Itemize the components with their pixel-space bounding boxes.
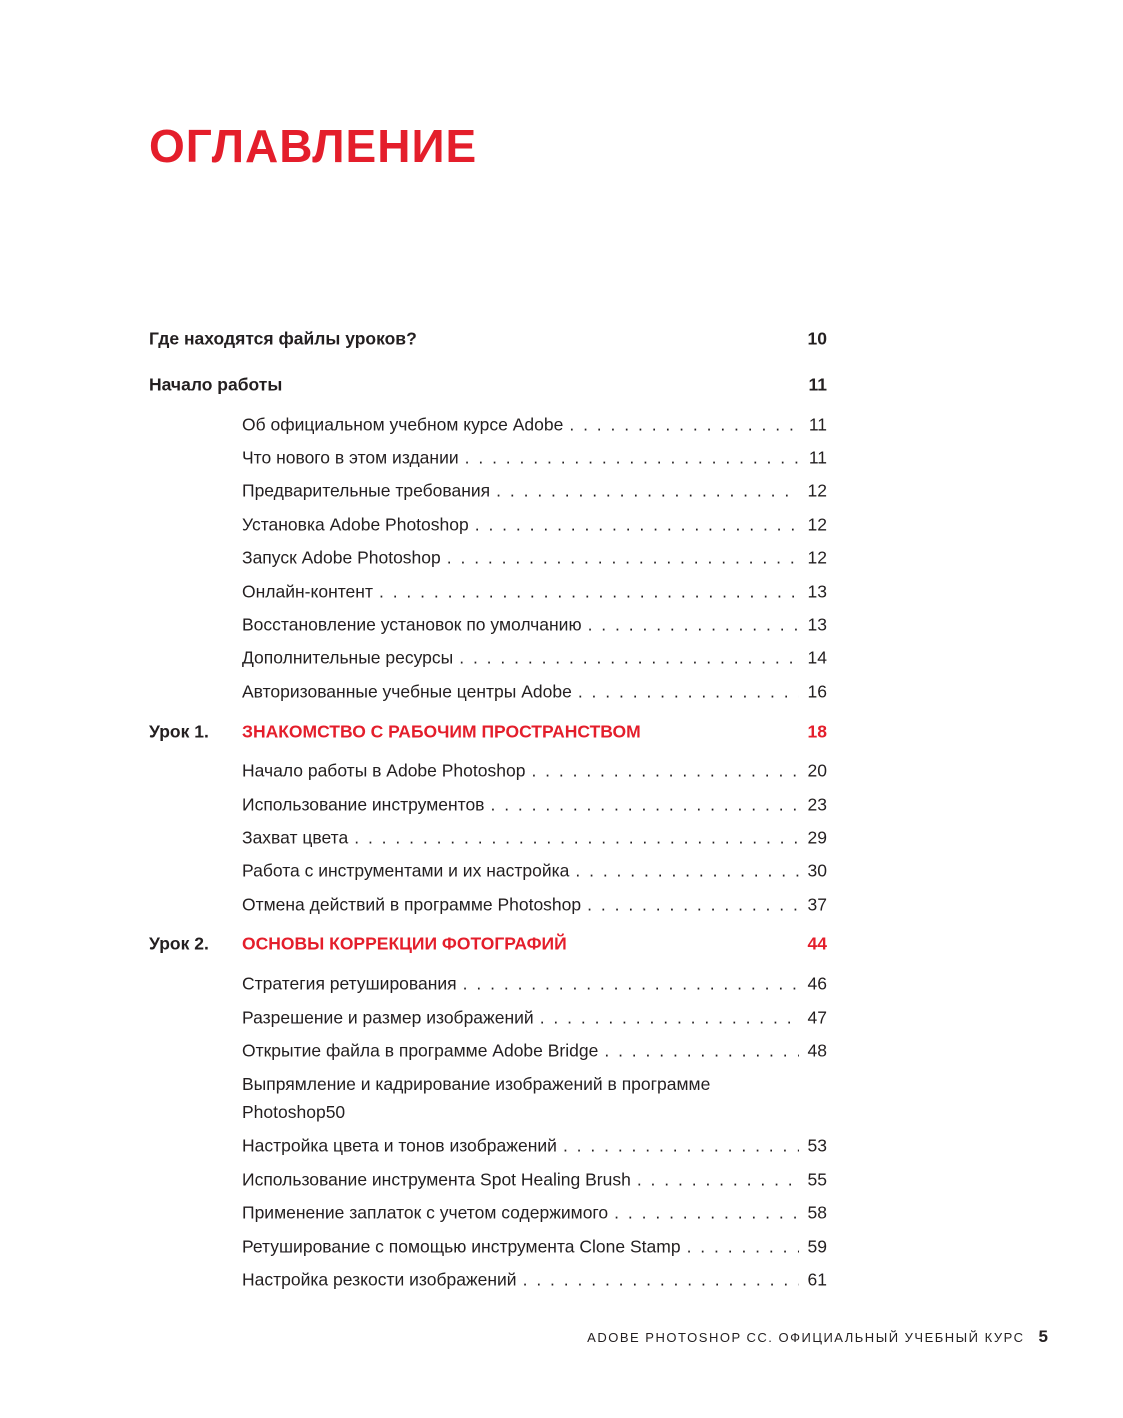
toc-entry[interactable] bbox=[149, 1163, 827, 1196]
section-page: 11 bbox=[808, 374, 827, 395]
lesson-page: 44 bbox=[807, 933, 827, 954]
dot-leader bbox=[578, 681, 799, 702]
toc-entry[interactable] bbox=[149, 1034, 827, 1067]
lesson-title: ОСНОВЫ КОРРЕКЦИИ ФОТОГРАФИЙ bbox=[242, 933, 567, 954]
toc-entry[interactable] bbox=[149, 888, 827, 921]
toc-entry-line bbox=[242, 761, 827, 782]
toc-entry-page: 14 bbox=[807, 647, 827, 668]
toc-entry-line bbox=[242, 481, 827, 502]
dot-leader bbox=[540, 1007, 799, 1028]
toc-entry-label: Авторизованные учебные центры Adobe bbox=[242, 681, 572, 702]
toc-entry-label: Применение заплаток с учетом содержимого bbox=[242, 1202, 609, 1223]
toc-entry[interactable] bbox=[149, 1196, 827, 1229]
dot-leader bbox=[531, 761, 799, 782]
dot-leader bbox=[614, 1203, 799, 1224]
dot-leader bbox=[465, 448, 799, 469]
toc-entry[interactable] bbox=[149, 642, 827, 675]
toc-entry-label: Восстановление установок по умолчанию bbox=[242, 614, 582, 635]
running-footer bbox=[587, 1327, 1048, 1347]
toc-entry[interactable] bbox=[149, 608, 827, 641]
toc-entry-line bbox=[242, 615, 827, 636]
toc-entry[interactable] bbox=[149, 1230, 827, 1263]
toc-entry-page: 61 bbox=[807, 1269, 827, 1290]
toc-entry-line bbox=[242, 1269, 827, 1290]
toc-entry-line bbox=[242, 794, 827, 815]
dot-leader bbox=[379, 581, 799, 602]
dot-leader bbox=[588, 615, 799, 636]
toc-entry[interactable] bbox=[149, 788, 827, 821]
toc-entry-page: 46 bbox=[807, 973, 827, 994]
section-title: Начало работы bbox=[149, 374, 283, 395]
footer-title: ADOBE PHOTOSHOP CC. ОФИЦИАЛЬНЫЙ УЧЕБНЫЙ КУРС bbox=[587, 1330, 1025, 1345]
toc-entry-label: Начало работы в Adobe Photoshop bbox=[242, 760, 526, 781]
lesson-title: ЗНАКОМСТВО С РАБОЧИМ ПРОСТРАНСТВОМ bbox=[242, 721, 641, 742]
toc-entry[interactable] bbox=[149, 1130, 827, 1163]
dot-leader bbox=[447, 548, 799, 569]
lesson-page: 18 bbox=[807, 721, 827, 742]
toc-entry-page: 16 bbox=[807, 681, 827, 702]
toc-entry-page: 48 bbox=[807, 1040, 827, 1061]
toc-entry-page: 55 bbox=[807, 1169, 827, 1190]
dot-leader bbox=[459, 648, 799, 669]
toc-entry-page: 53 bbox=[807, 1135, 827, 1156]
toc-entry[interactable] bbox=[149, 1001, 827, 1034]
toc-entry-line bbox=[242, 1203, 827, 1224]
lesson-heading[interactable] bbox=[149, 921, 827, 967]
dot-leader bbox=[687, 1236, 799, 1257]
toc-entry[interactable] bbox=[149, 408, 827, 441]
toc-entry-page: 12 bbox=[807, 547, 827, 568]
toc-entry-line bbox=[242, 448, 827, 469]
toc-entry-page: 20 bbox=[807, 760, 827, 781]
lesson-heading[interactable] bbox=[149, 709, 827, 755]
toc-entry-line bbox=[242, 1102, 827, 1123]
toc-entry-line bbox=[242, 861, 827, 882]
toc-entry-line bbox=[242, 581, 827, 602]
toc-entry-page: 12 bbox=[807, 480, 827, 501]
toc-entry[interactable] bbox=[149, 1263, 827, 1296]
toc-entry-page: 47 bbox=[807, 1007, 827, 1028]
toc-entry-label: Ретуширование с помощью инструмента Clone Stamp bbox=[242, 1236, 681, 1256]
toc-entry-line bbox=[242, 1236, 827, 1257]
toc-entry-label: Настройка резкости изображений bbox=[242, 1269, 517, 1290]
toc-entry-line bbox=[242, 1136, 827, 1157]
toc-entry-page: 59 bbox=[807, 1236, 827, 1256]
toc-entry[interactable] bbox=[149, 475, 827, 508]
section-title: Где находятся файлы уроков? bbox=[149, 328, 417, 349]
dot-leader bbox=[569, 414, 799, 435]
toc-section-heading[interactable] bbox=[149, 316, 827, 362]
toc-entry-line bbox=[242, 648, 827, 669]
dot-leader bbox=[604, 1040, 799, 1061]
toc-entry-page: 11 bbox=[808, 414, 827, 435]
toc-entry-page: 29 bbox=[807, 827, 827, 848]
lesson-number: Урок 1. bbox=[149, 721, 209, 742]
toc-entry-label: Захват цвета bbox=[242, 827, 349, 848]
toc-entry-page: 50 bbox=[325, 1101, 346, 1122]
toc-entry-line bbox=[242, 1040, 827, 1061]
toc-entry-page: 37 bbox=[807, 894, 827, 915]
toc-entry-page: 11 bbox=[808, 447, 827, 468]
toc-entry-label: Об официальном учебном курсе Adobe bbox=[242, 414, 564, 435]
toc-entry-label: Открытие файла в программе Adobe Bridge bbox=[242, 1040, 599, 1061]
toc-entry-label: Предварительные требования bbox=[242, 480, 491, 501]
section-page: 10 bbox=[807, 328, 827, 349]
toc-entry-line bbox=[242, 1169, 827, 1190]
toc-entry-line bbox=[242, 827, 827, 848]
toc-entry-label: Стратегия ретуширования bbox=[242, 973, 457, 994]
toc-entry[interactable] bbox=[149, 967, 827, 1000]
toc-entry-page: 12 bbox=[807, 514, 827, 535]
toc-entry-line bbox=[242, 414, 827, 435]
toc-section-heading[interactable] bbox=[149, 362, 827, 408]
dot-leader bbox=[354, 827, 799, 848]
dot-leader bbox=[496, 481, 799, 502]
toc-entry-line bbox=[242, 548, 827, 569]
dot-leader bbox=[575, 861, 799, 882]
table-of-contents bbox=[149, 316, 827, 1297]
toc-entry-label: Использование инструментов bbox=[242, 794, 485, 815]
toc-entry[interactable] bbox=[149, 821, 827, 854]
toc-entry[interactable] bbox=[149, 508, 827, 541]
toc-entry-label: Запуск Adobe Photoshop bbox=[242, 547, 441, 568]
toc-entry[interactable] bbox=[149, 542, 827, 575]
page-title: ОГЛАВЛЕНИЕ bbox=[149, 120, 478, 172]
toc-entry[interactable] bbox=[149, 675, 827, 708]
footer-page-number: 5 bbox=[1038, 1327, 1048, 1346]
toc-entry-page: 13 bbox=[807, 614, 827, 635]
toc-entry-label: Дополнительные ресурсы bbox=[242, 647, 454, 668]
dot-leader bbox=[563, 1136, 799, 1157]
toc-entry-label-cont: Photoshop bbox=[242, 1101, 326, 1122]
toc-entry-page: 13 bbox=[807, 581, 827, 602]
toc-entry-page: 23 bbox=[807, 794, 827, 815]
toc-entry-label: Выпрямление и кадрирование изображений в программе bbox=[242, 1073, 711, 1094]
dot-leader bbox=[475, 514, 799, 535]
toc-entry-label: Отмена действий в программе Photoshop bbox=[242, 894, 582, 915]
toc-entry[interactable] bbox=[149, 441, 827, 474]
toc-entry-label: Установка Adobe Photoshop bbox=[242, 514, 469, 535]
toc-entry-line bbox=[242, 894, 827, 915]
lesson-number: Урок 2. bbox=[149, 933, 209, 954]
toc-entry-line bbox=[242, 514, 827, 535]
toc-entry-label: Использование инструмента Spot Healing Brush bbox=[242, 1169, 631, 1190]
toc-entry-page: 58 bbox=[807, 1202, 827, 1223]
toc-entry-label: Работа с инструментами и их настройка bbox=[242, 860, 570, 881]
dot-leader bbox=[523, 1269, 799, 1290]
toc-entry-label: Онлайн-контент bbox=[242, 581, 373, 602]
dot-leader bbox=[463, 974, 799, 995]
toc-entry[interactable] bbox=[149, 855, 827, 888]
toc-entry-line bbox=[242, 681, 827, 702]
toc-entry-label: Что нового в этом издании bbox=[242, 447, 459, 468]
toc-entry[interactable] bbox=[149, 1068, 827, 1130]
toc-entry-label: Настройка цвета и тонов изображений bbox=[242, 1135, 557, 1156]
toc-entry-page: 30 bbox=[807, 860, 827, 881]
toc-entry-line bbox=[242, 974, 827, 995]
toc-entry[interactable] bbox=[149, 755, 827, 788]
dot-leader bbox=[490, 794, 799, 815]
dot-leader bbox=[587, 894, 799, 915]
dot-leader bbox=[637, 1169, 799, 1190]
toc-entry-label: Разрешение и размер изображений bbox=[242, 1007, 534, 1028]
toc-entry[interactable] bbox=[149, 575, 827, 608]
toc-entry-line bbox=[242, 1007, 827, 1028]
